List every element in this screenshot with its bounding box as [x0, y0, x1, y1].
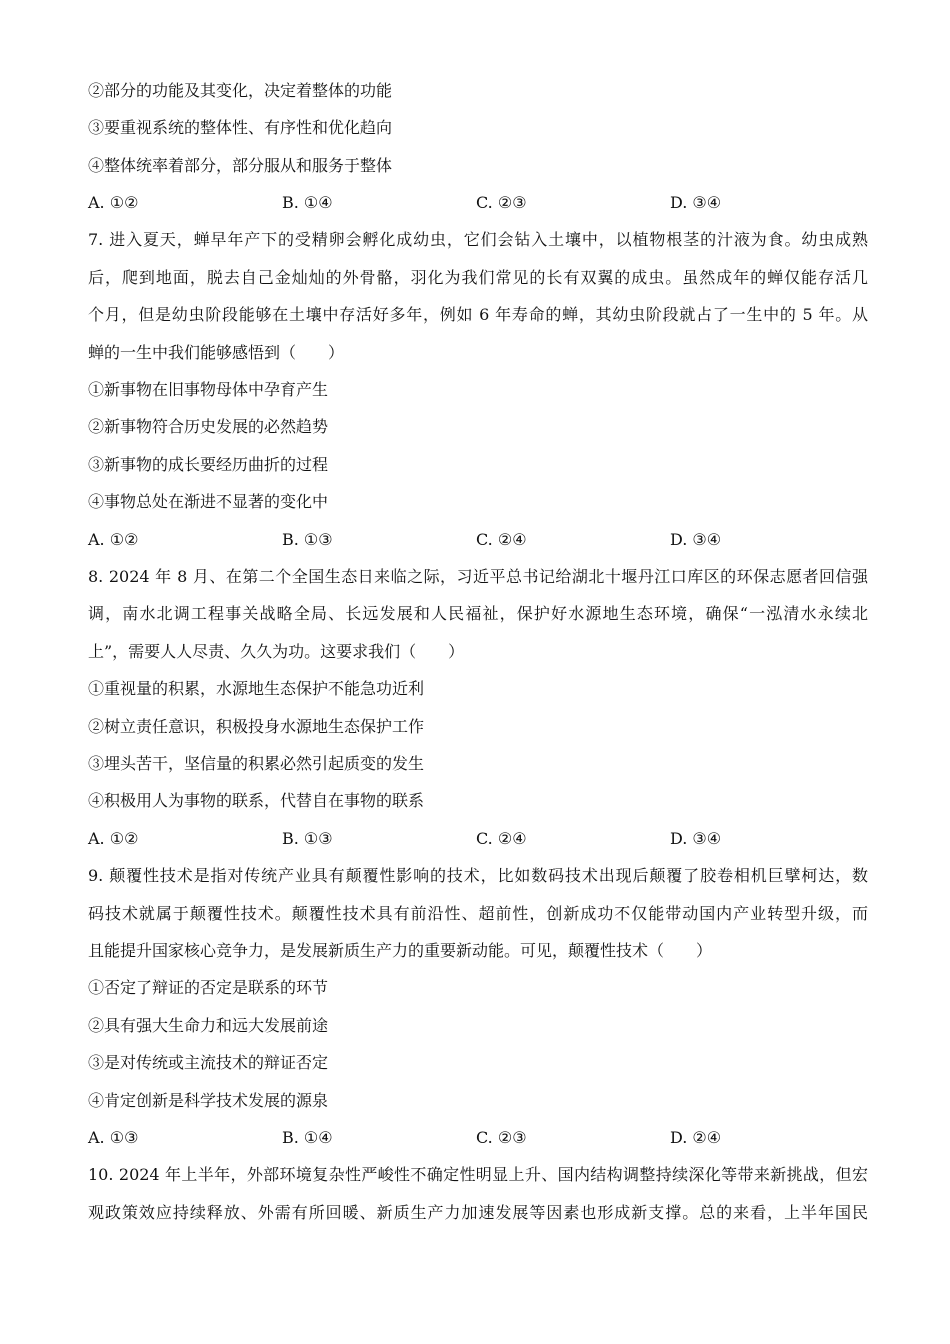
q7-option-a: A. ①② — [88, 530, 139, 549]
q9-stem-line-2: 码技术就属于颠覆性技术。颠覆性技术具有前沿性、超前性，创新成功不仅能带动国内产业转型升级，而 — [88, 904, 868, 923]
q8-statement-4: ④积极用人为事物的联系，代替自在事物的联系 — [88, 791, 425, 810]
q9-statement-4: ④肯定创新是科学技术发展的源泉 — [88, 1091, 329, 1110]
q10-stem-line-2: 观政策效应持续释放、外需有所回暖、新质生产力加速发展等因素也形成新支撑。总的来看，上半年国民 — [88, 1203, 868, 1222]
q6-statement-2: ②部分的功能及其变化，决定着整体的功能 — [88, 81, 393, 100]
q9-option-c: C. ②③ — [476, 1128, 527, 1147]
q8-option-c: C. ②④ — [476, 829, 527, 848]
q6-option-d: D. ③④ — [670, 193, 722, 212]
q7-stem-line-3: 个月，但是幼虫阶段能够在土壤中存活好多年，例如 6 年寿命的蝉，其幼虫阶段就占了一生中的 5 年。从 — [88, 305, 868, 324]
q7-statement-2: ②新事物符合历史发展的必然趋势 — [88, 417, 329, 436]
q7-option-c: C. ②④ — [476, 530, 527, 549]
q9-stem-line-1: 9. 颠覆性技术是指对传统产业具有颠覆性影响的技术，比如数码技术出现后颠覆了胶卷相机巨擘柯达，数 — [88, 866, 868, 885]
q8-option-d: D. ③④ — [670, 829, 722, 848]
q8-statement-2: ②树立责任意识，积极投身水源地生态保护工作 — [88, 717, 425, 736]
q9-statement-2: ②具有强大生命力和远大发展前途 — [88, 1016, 329, 1035]
q8-stem-line-2: 调，南水北调工程事关战略全局、长远发展和人民福祉，保护好水源地生态环境，确保“一泓清水永续北 — [88, 604, 868, 623]
q10-stem-line-1: 10. 2024 年上半年，外部环境复杂性严峻性不确定性明显上升、国内结构调整持续深化等带来新挑战，但宏 — [88, 1165, 868, 1184]
q6-option-b: B. ①④ — [282, 193, 333, 212]
q7-options — [88, 530, 868, 550]
q8-options — [88, 829, 868, 849]
q8-option-a: A. ①② — [88, 829, 139, 848]
q7-option-d: D. ③④ — [670, 530, 722, 549]
q7-stem-line-2: 后，爬到地面，脱去自己金灿灿的外骨骼，羽化为我们常见的长有双翼的成虫。虽然成年的蝉仅能存活几 — [88, 268, 868, 287]
q8-statement-1: ①重视量的积累，水源地生态保护不能急功近利 — [88, 679, 425, 698]
q7-statement-3: ③新事物的成长要经历曲折的过程 — [88, 455, 329, 474]
q9-option-d: D. ②④ — [670, 1128, 722, 1147]
q8-statement-3: ③埋头苦干，坚信量的积累必然引起质变的发生 — [88, 754, 425, 773]
q6-statement-3: ③要重视系统的整体性、有序性和优化趋向 — [88, 118, 393, 137]
q7-stem-line-1: 7. 进入夏天，蝉早年产下的受精卵会孵化成幼虫，它们会钻入土壤中，以植物根茎的汁液为食。幼虫成熟 — [88, 230, 868, 249]
q9-option-a: A. ①③ — [88, 1128, 139, 1147]
q8-stem-line-3: 上”，需要人人尽责、久久为功。这要求我们（ ） — [88, 642, 465, 661]
q6-option-c: C. ②③ — [476, 193, 527, 212]
q8-stem-line-1: 8. 2024 年 8 月、在第二个全国生态日来临之际，习近平总书记给湖北十堰丹江口库区的环保志愿者回信强 — [88, 567, 868, 586]
q6-statement-4: ④整体统率着部分，部分服从和服务于整体 — [88, 156, 393, 175]
q7-statement-4: ④事物总处在渐进不显著的变化中 — [88, 492, 329, 511]
q9-options — [88, 1128, 868, 1148]
q9-option-b: B. ①④ — [282, 1128, 333, 1147]
q6-options — [88, 193, 868, 213]
q8-option-b: B. ①③ — [282, 829, 333, 848]
q9-statement-1: ①否定了辩证的否定是联系的环节 — [88, 978, 329, 997]
q6-option-a: A. ①② — [88, 193, 139, 212]
q9-stem-line-3: 且能提升国家核心竞争力，是发展新质生产力的重要新动能。可见，颠覆性技术（ ） — [88, 941, 713, 960]
q7-statement-1: ①新事物在旧事物母体中孕育产生 — [88, 380, 329, 399]
q7-option-b: B. ①③ — [282, 530, 333, 549]
q9-statement-3: ③是对传统或主流技术的辩证否定 — [88, 1053, 329, 1072]
q7-stem-line-4: 蝉的一生中我们能够感悟到（ ） — [88, 343, 345, 362]
